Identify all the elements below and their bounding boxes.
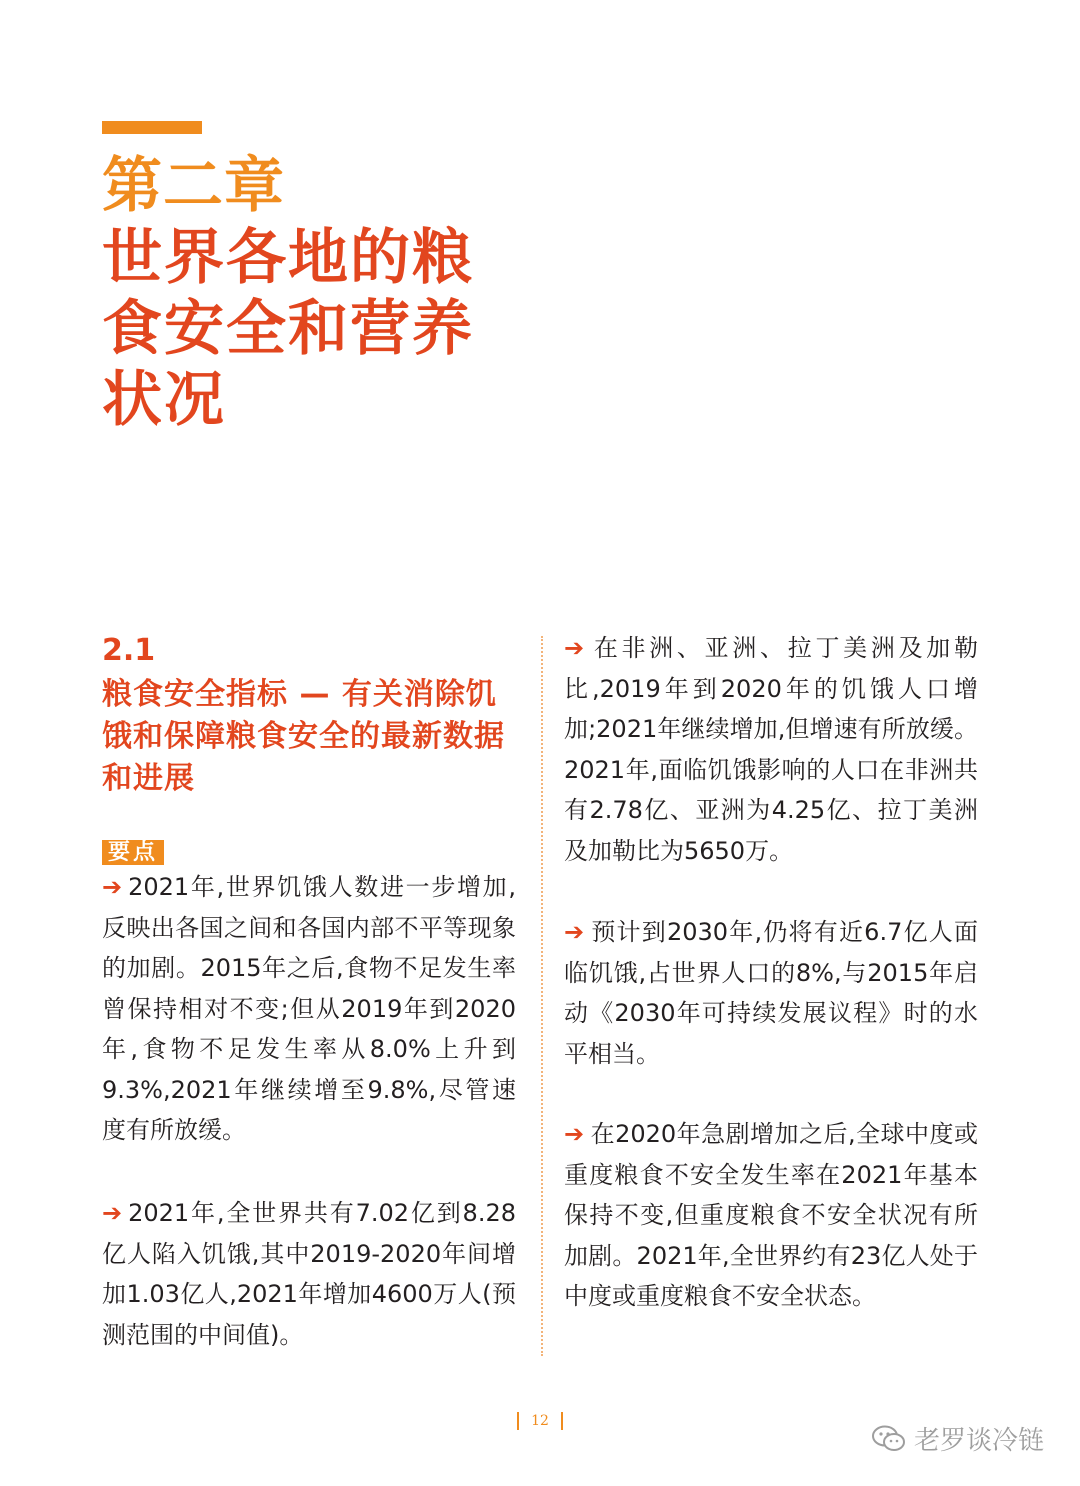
page-number-bar xyxy=(517,1412,519,1430)
arrow-right-icon: ➔ xyxy=(564,634,585,662)
arrow-right-icon: ➔ xyxy=(564,918,585,946)
chapter-accent-bar xyxy=(102,121,202,134)
section-title: 粮食安全指标 — 有关消除饥饿和保障粮食安全的最新数据和进展 xyxy=(102,677,505,796)
arrow-right-icon: ➔ xyxy=(564,1120,585,1148)
paragraph-text: 2021年,世界饥饿人数进一步增加,反映出各国之间和各国内部不平等现象的加剧。2015年之后,食物不足发生率曾保持相对不变;但从2019年到2020年,食物不足发生率从8.0%上升到9.3%,2021年继续增至9.8%,尽管速度有所放缓。 xyxy=(102,873,516,1144)
paragraph-text: 在非洲、亚洲、拉丁美洲及加勒比,2019年到2020年的饥饿人口增加;2021年继续增加,但增速有所放缓。2021年,面临饥饿影响的人口在非洲共有2.78亿、亚洲为4.25亿、拉丁美洲及加勒比为5650万。 xyxy=(564,634,978,865)
paragraph-text: 预计到2030年,仍将有近6.7亿人面临饥饿,占世界人口的8%,与2015年启动《2030年可持续发展议程》时的水平相当。 xyxy=(564,918,978,1068)
column-divider xyxy=(541,636,543,1356)
watermark-text: 老罗谈冷链 xyxy=(913,1426,1044,1456)
arrow-right-icon: ➔ xyxy=(102,1199,123,1227)
keypoints-label: 要点 xyxy=(102,840,164,865)
paragraph-text: 在2020年急剧增加之后,全球中度或重度粮食不安全发生率在2021年基本保持不变,但重度粮食不安全状况有所加剧。2021年,全世界约有23亿人处于中度或重度粮食不安全状态。 xyxy=(564,1120,978,1310)
arrow-right-icon: ➔ xyxy=(102,873,123,901)
keypoint-paragraph xyxy=(564,1114,978,1317)
page-number-bar xyxy=(561,1412,563,1430)
wechat-icon xyxy=(872,1425,906,1453)
keypoint-paragraph xyxy=(564,912,978,1074)
keypoint-paragraph xyxy=(102,867,516,1151)
keypoint-paragraph xyxy=(102,1193,516,1355)
chapter-label: 第二章 xyxy=(102,151,285,221)
keypoint-paragraph xyxy=(564,628,978,871)
section-number: 2.1 xyxy=(102,633,156,668)
page-number-text: 12 xyxy=(531,1413,549,1429)
paragraph-text: 2021年,全世界共有7.02亿到8.28亿人陷入饥饿,其中2019-2020年间增加1.03亿人,2021年增加4600万人(预测范围的中间值)。 xyxy=(102,1199,516,1349)
chapter-title: 世界各地的粮食安全和营养状况 xyxy=(102,223,474,435)
watermark xyxy=(872,1420,1044,1457)
